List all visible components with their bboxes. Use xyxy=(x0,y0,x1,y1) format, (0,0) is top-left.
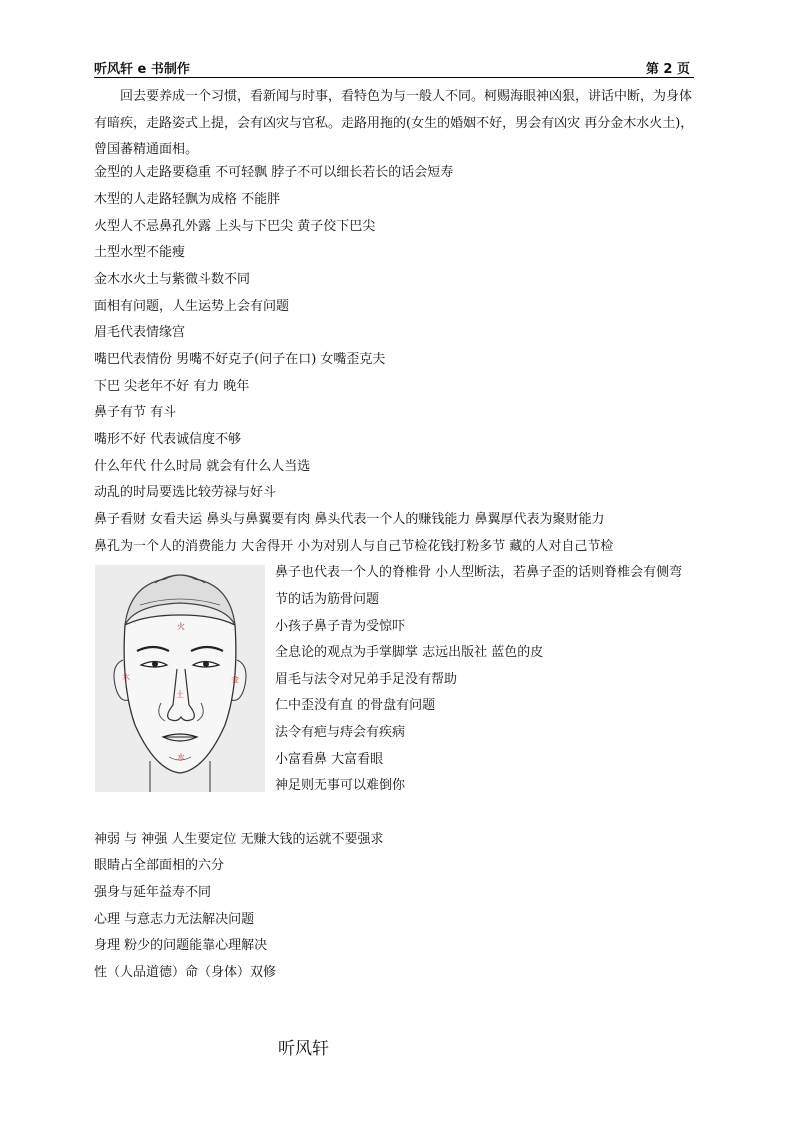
side-line: 鼻子也代表一个人的脊椎骨 小人型断法，若鼻子歪的话则脊椎会有侧弯 xyxy=(275,565,683,580)
text-line: 面相有问题，人生运势上会有问题 xyxy=(94,299,290,314)
text-line: 鼻子看财 女看夫运 鼻头与鼻翼要有肉 鼻头代表一个人的赚钱能力 鼻翼厚代表为聚财能力 xyxy=(94,512,605,527)
text-line: 土型水型不能瘦 xyxy=(94,245,186,260)
text-line: 木型的人走路轻飘为成格 不能胖 xyxy=(94,192,281,207)
text-line: 强身与延年益寿不同 xyxy=(94,885,212,900)
label-wood: 木 xyxy=(122,673,130,682)
side-line: 全息论的观点为手掌脚掌 志远出版社 蓝色的皮 xyxy=(275,645,544,660)
text-line: 嘴巴代表情份 男嘴不好克子(问子在口) 女嘴歪克夫 xyxy=(94,352,386,367)
label-metal: 金 xyxy=(231,675,239,684)
page-header xyxy=(94,57,694,78)
side-line: 节的话为筋骨问题 xyxy=(275,592,380,607)
text-line: 金型的人走路要稳重 不可轻飘 脖子不可以细长若长的话会短寿 xyxy=(94,165,454,180)
side-line: 神足则无事可以难倒你 xyxy=(275,778,406,793)
side-line: 仁中歪没有直 的骨盘有问题 xyxy=(275,698,436,713)
label-fire: 火 xyxy=(177,622,185,631)
text-line: 神弱 与 神强 人生要定位 无赚大钱的运就不要强求 xyxy=(94,832,384,847)
text-line: 身理 粉少的问题能靠心理解决 xyxy=(94,938,268,953)
text-line: 心理 与意志力无法解决问题 xyxy=(94,912,255,927)
footer-brand: 听风轩 xyxy=(278,1039,329,1059)
text-line: 嘴形不好 代表诚信度不够 xyxy=(94,432,242,447)
text-line: 眼睛占全部面相的六分 xyxy=(94,858,225,873)
side-line: 小孩子鼻子青为受惊吓 xyxy=(275,619,406,634)
text-line: 什么年代 什么时局 就会有什么人当选 xyxy=(94,459,311,474)
label-water: 水 xyxy=(177,753,185,762)
face-illustration xyxy=(95,565,265,792)
text-line: 动乱的时局要选比较劳禄与好斗 xyxy=(94,485,277,500)
side-line: 法令有疤与痔会有疾病 xyxy=(275,725,406,740)
side-line: 眉毛与法令对兄弟手足没有帮助 xyxy=(275,672,458,687)
text-line: 下巴 尖老年不好 有力 晚年 xyxy=(94,379,250,394)
header-title: 听风轩 e 书制作 xyxy=(94,62,190,77)
side-line: 小富看鼻 大富看眼 xyxy=(275,752,384,767)
text-line: 性（人品道德）命（身体）双修 xyxy=(94,965,277,980)
text-line: 鼻子有节 有斗 xyxy=(94,405,177,420)
text-line: 金木水火土与紫微斗数不同 xyxy=(94,272,251,287)
intro-paragraph: 回去要养成一个习惯，看新闻与时事，看特色为与一般人不同。柯赐海眼神凶狠，讲话中断，为身体有暗疾，走路姿式上提，会有凶灾与官私。走路用拖的(女生的婚姻不好，男会有凶灾 再分金木水火土)，曾国蕃精通面相。 xyxy=(94,89,694,157)
text-line: 火型人不忌鼻孔外露 上头与下巴尖 黄子佼下巴尖 xyxy=(94,219,376,234)
text-line: 鼻孔为一个人的消费能力 大舍得开 小为对别人与自己节检花钱打粉多节 藏的人对自己节检 xyxy=(94,539,614,554)
face-drawing xyxy=(95,565,265,792)
text-line: 眉毛代表情缘宫 xyxy=(94,325,186,340)
page-number: 第 2 页 xyxy=(645,62,690,77)
label-earth: 土 xyxy=(176,690,184,699)
